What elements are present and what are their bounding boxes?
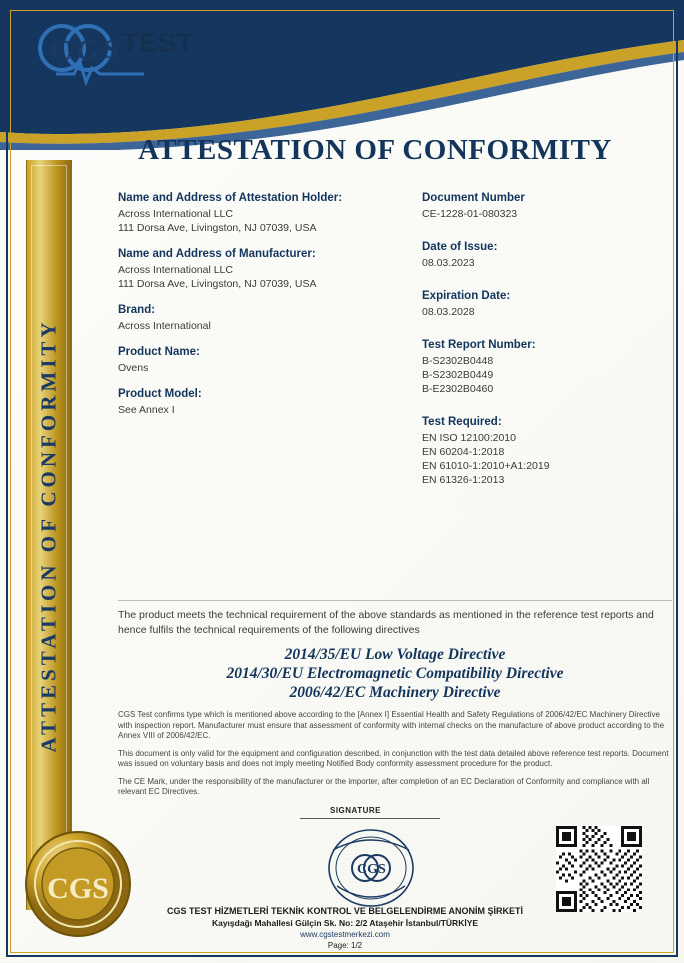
- field-expiration-date: [422, 290, 672, 319]
- field-value: Ovens: [118, 362, 149, 374]
- footer-company: CGS TEST HİZMETLERİ TEKNİK KONTROL VE BELGELENDİRME ANONİM ŞİRKETİ: [166, 906, 523, 916]
- field-test-report-number: [422, 339, 672, 396]
- field-value: EN 60204-1:2018: [422, 446, 505, 458]
- legal-notes: [118, 710, 672, 805]
- signature-label: SIGNATURE: [330, 806, 382, 815]
- signature-line: [300, 818, 440, 819]
- field-value: 111 Dorsa Ave, Livingston, NJ 07039, USA: [118, 278, 317, 290]
- field-attestation-holder: [118, 192, 398, 235]
- field-product-model: [118, 388, 398, 417]
- directive-item: 2014/30/EU Electromagnetic Compatibility Directive: [226, 665, 564, 682]
- field-manufacturer: [118, 248, 398, 291]
- field-brand: [118, 304, 398, 333]
- field-label: Date of Issue:: [422, 241, 498, 253]
- directive-item: 2014/35/EU Low Voltage Directive: [284, 646, 506, 663]
- cgs-test-logo: [26, 18, 226, 88]
- footer: [60, 906, 630, 950]
- field-value: Across International LLC: [118, 208, 233, 220]
- field-label: Test Required:: [422, 416, 502, 428]
- holder-details-column: [118, 192, 398, 430]
- legal-note: CGS Test confirms type which is mentioned above according to the [Annex I] Essential Health and Safety Regulations of 2006/42/EC Machinery Directive with inspection report. Manufacturer must ensure that assessment of conformity with internal checks on the manufacture of above product according to the Annex VIII of 2006/42/EC.: [118, 710, 665, 740]
- legal-note: The CE Mark, under the responsibility of the manufacturer or the importer, after completion of an EC Declaration of Conformity and compliance with all relevant EC Directives.: [118, 776, 650, 796]
- field-label: Product Name:: [118, 346, 200, 358]
- field-product-name: [118, 346, 398, 375]
- svg-text:S: S: [104, 35, 119, 64]
- footer-page-number: Page: 1/2: [327, 941, 363, 950]
- field-date-of-issue: [422, 241, 672, 270]
- stamp-text: CGS: [357, 862, 386, 877]
- vertical-title-text: ATTESTATION OF CONFORMITY: [36, 317, 61, 753]
- field-label: Document Number: [422, 192, 525, 204]
- field-value: B-S2302B0449: [422, 369, 494, 381]
- field-value: B-S2302B0448: [422, 355, 494, 367]
- field-value: 08.03.2023: [422, 257, 475, 269]
- field-document-number: [422, 192, 672, 221]
- conformity-statement: The product meets the technical requirement of the above standards as mentioned in the reference test reports and hence fulfils the technical requirements of the following directives: [118, 609, 654, 636]
- field-test-required: [422, 416, 672, 487]
- field-label: Product Model:: [118, 388, 202, 400]
- field-value: EN 61010-1:2010+A1:2019: [422, 460, 550, 472]
- field-value: B-E2302B0460: [422, 383, 494, 395]
- document-details-column: [422, 192, 672, 500]
- field-label: Expiration Date:: [422, 290, 511, 302]
- field-value: 08.03.2028: [422, 306, 475, 318]
- svg-text:C: C: [50, 34, 72, 67]
- section-divider: [118, 600, 672, 601]
- directive-item: 2006/42/EC Machinery Directive: [289, 684, 501, 701]
- footer-website[interactable]: www.cgstestmerkezi.com: [300, 930, 390, 939]
- field-value: See Annex I: [118, 404, 175, 416]
- svg-text:TEST: TEST: [122, 27, 194, 58]
- vertical-title-band: [26, 160, 72, 910]
- svg-text:G: G: [76, 34, 100, 67]
- field-value: EN ISO 12100:2010: [422, 432, 516, 444]
- field-label: Test Report Number:: [422, 339, 536, 351]
- field-value: Across International LLC: [118, 264, 233, 276]
- qr-code: [556, 826, 642, 912]
- field-value: 111 Dorsa Ave, Livingston, NJ 07039, USA: [118, 222, 317, 234]
- field-label: Brand:: [118, 304, 156, 316]
- field-label: Name and Address of Manufacturer:: [118, 248, 316, 260]
- field-value: CE-1228-01-080323: [422, 208, 518, 220]
- field-value: Across International: [118, 320, 211, 332]
- directives-list: [118, 645, 672, 702]
- field-value: EN 61326-1:2013: [422, 474, 505, 486]
- footer-address: Kayışdağı Mahallesi Gülçin Sk. No: 2/2 Ataşehir İstanbul/TÜRKİYE: [211, 918, 479, 928]
- field-label: Name and Address of Attestation Holder:: [118, 192, 343, 204]
- company-stamp-icon: [317, 822, 425, 914]
- seal-text: CGS: [47, 872, 109, 905]
- page-title: ATTESTATION OF CONFORMITY: [138, 134, 612, 166]
- legal-note: This document is only valid for the equipment and configuration described, in conjunction with the test data detailed above reference test reports. Document was issued on voluntary basis and does not imply meeting Notified Body conformity assessment procedure for the product.: [118, 748, 669, 768]
